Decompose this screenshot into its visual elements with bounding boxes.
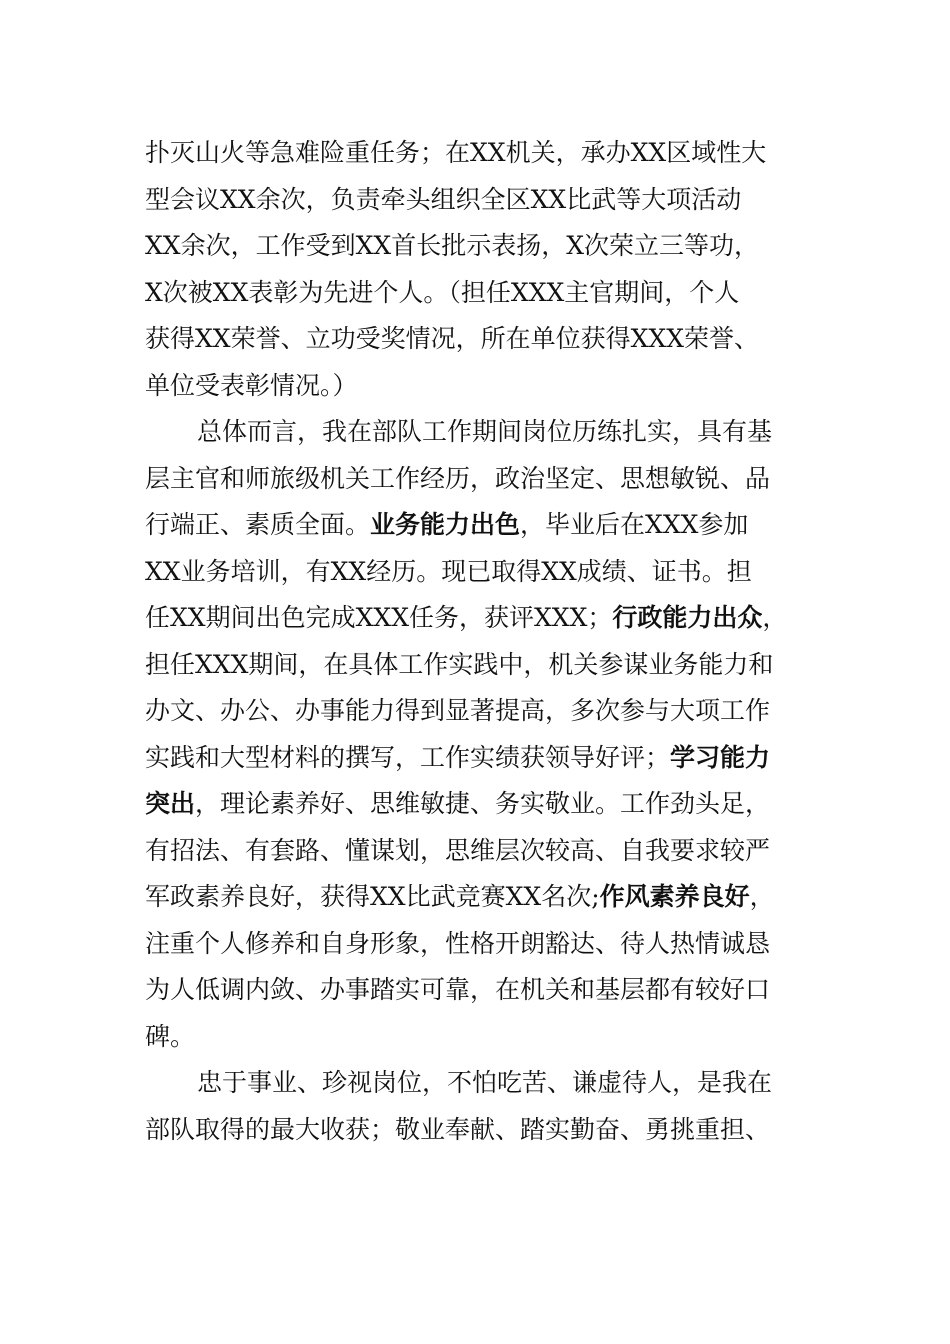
text-run: ，毕业后在XXX参加 (520, 510, 749, 539)
text-line (145, 688, 810, 735)
text-line (145, 502, 810, 549)
text-line (145, 223, 810, 270)
text-line (145, 456, 810, 503)
text-line (145, 130, 810, 177)
paragraph-p3 (145, 1060, 810, 1153)
text-line (145, 921, 810, 968)
text-run: 总体而言，我在部队工作期间岗位历练扎实，具有基 (197, 417, 773, 446)
bold-text-run: 学习能力 (670, 742, 771, 772)
text-run: ，理论素养好、思维敏捷、务实敬业。工作劲头足， (195, 789, 771, 818)
bold-text-run: 突出 (145, 789, 196, 818)
text-run: 实践和大型材料的撰写，工作实绩获领导好评； (145, 742, 671, 772)
text-run: 型会议XX余次，负责牵头组织全区XX比武等大项活动 (145, 184, 742, 214)
text-run: X次被XX表彰为先进个人。（担任XXX主官期间，个人 (145, 277, 740, 307)
text-run: ， (762, 603, 788, 632)
text-run: XX业务培训，有XX经历。现已取得XX成绩、证书。担 (145, 556, 752, 586)
text-line (145, 1060, 810, 1107)
text-line (145, 1014, 810, 1061)
text-run: 为人低调内敛、办事踏实可靠，在机关和基层都有较好口 (145, 975, 771, 1004)
text-run: 扑灭山火等急难险重任务；在XX机关，承办XX区域性大 (145, 138, 767, 167)
bold-text-run: 作风素养良好 (599, 882, 750, 911)
text-run: ， (749, 882, 775, 911)
bold-text-run: 行政能力出众 (612, 603, 763, 632)
text-run: 层主官和师旅级机关工作经历，政治坚定、思想敏锐、品 (145, 463, 771, 493)
text-line (145, 177, 810, 224)
text-run: 有招法、有套路、懂谋划，思维层次较高、自我要求较严 (145, 835, 771, 865)
bold-text-run: 业务能力出色 (370, 510, 521, 539)
text-run: 行端正、素质全面。 (145, 510, 371, 539)
text-line (145, 409, 810, 456)
text-run: XX余次，工作受到XX首长批示表扬，X次荣立三等功， (145, 231, 759, 260)
text-run: 注重个人修养和自身形象，性格开朗豁达、待人热情诚恳 (145, 928, 771, 958)
text-run: 部队取得的最大收获；敬业奉献、踏实勤奋、勇挑重担、 (145, 1114, 771, 1144)
text-line (145, 549, 810, 596)
text-run: 单位受表彰情况。） (145, 370, 358, 400)
text-line (145, 735, 810, 782)
text-run: 办文、办公、办事能力得到显著提高，多次参与大项工作 (145, 696, 771, 725)
text-line (145, 967, 810, 1014)
text-run: 获得XX荣誉、立功受奖情况，所在单位获得XXX荣誉、 (145, 324, 759, 353)
paragraph-p1 (145, 130, 810, 409)
text-run: 军政素养良好，获得XX比武竞赛XX名次; (145, 882, 600, 911)
text-run: 忠于事业、珍视岗位，不怕吃苦、谦虚待人，是我在 (197, 1068, 773, 1097)
text-line (145, 270, 810, 317)
text-line (145, 316, 810, 363)
text-line (145, 642, 810, 689)
paragraph-p2 (145, 409, 810, 1060)
text-run: 担任XXX期间，在具体工作实践中，机关参谋业务能力和 (145, 649, 774, 679)
text-line (145, 781, 810, 828)
text-run: 碑。 (145, 1021, 196, 1051)
text-line (145, 1107, 810, 1154)
text-line (145, 828, 810, 875)
text-line (145, 363, 810, 410)
text-line (145, 595, 810, 642)
text-line (145, 874, 810, 921)
text-run: 任XX期间出色完成XXX任务，获评XXX； (145, 603, 613, 632)
document-body (145, 130, 810, 1153)
